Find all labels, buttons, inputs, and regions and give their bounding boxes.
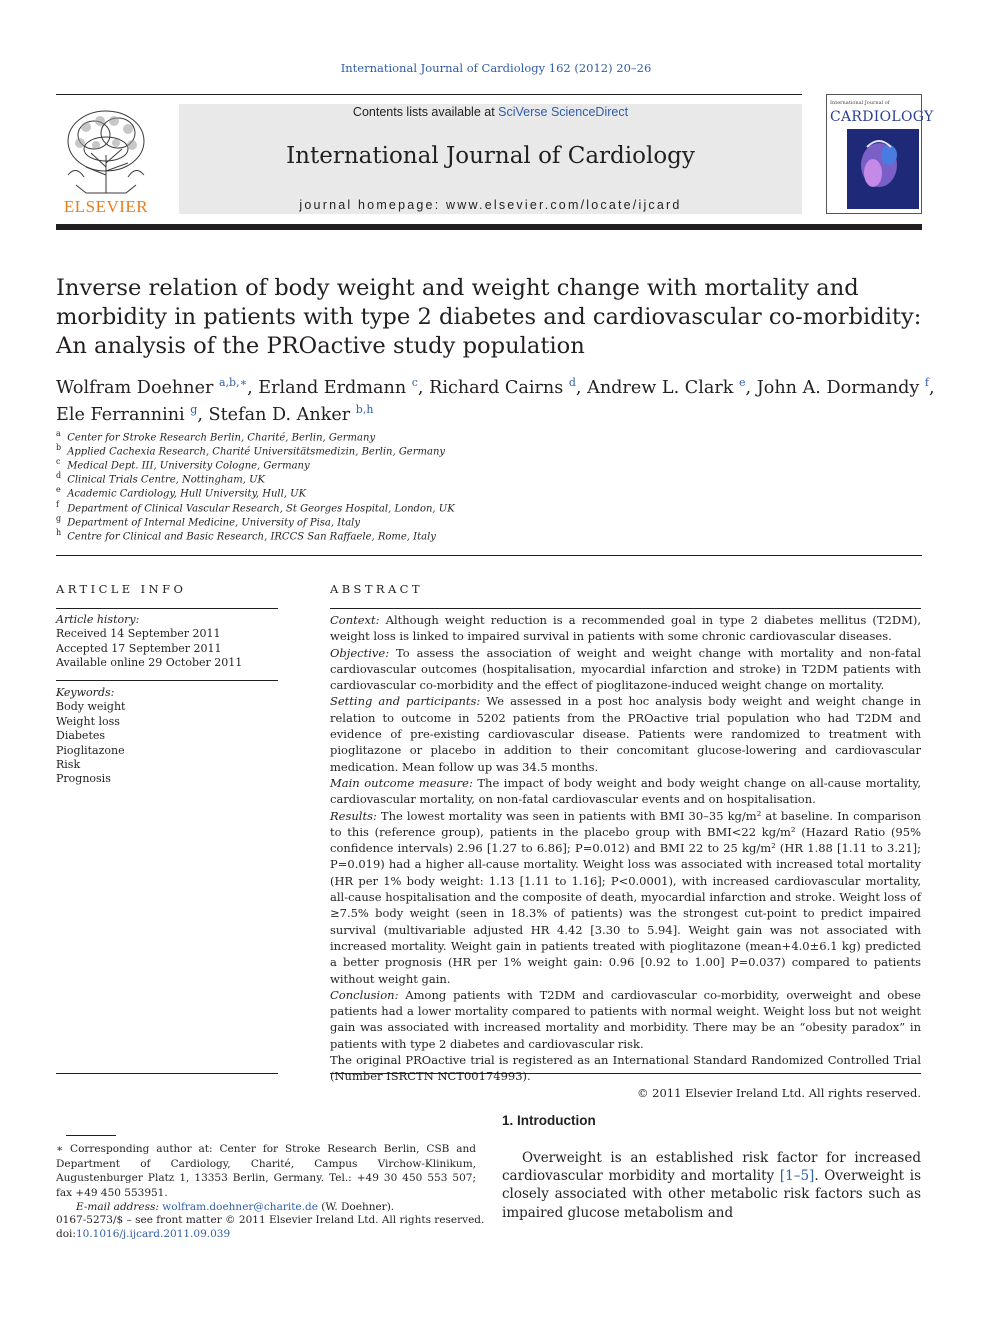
author[interactable]: Erland Erdmann	[258, 377, 407, 398]
affiliation-mark: g	[56, 514, 62, 523]
author-affiliation-mark[interactable]: f	[924, 376, 929, 389]
affiliation-text: Department of Internal Medicine, University of Pisa, Italy	[67, 517, 361, 529]
introduction-paragraph	[502, 1149, 921, 1222]
corresponding-author-note	[56, 1142, 476, 1215]
keyword: Body weight	[56, 700, 126, 714]
article-history	[56, 613, 278, 671]
divider	[56, 555, 922, 556]
author-affiliation-mark[interactable]: a,b,∗	[218, 376, 248, 389]
journal-citation[interactable]: International Journal of Cardiology 162 (2012) 20–26	[340, 61, 652, 75]
author-affiliation-mark[interactable]: e	[739, 376, 746, 389]
article-info-heading: ARTICLE INFO	[56, 582, 187, 596]
header-thick-rule	[56, 224, 922, 230]
abstract-conclusion	[330, 987, 921, 1052]
affiliation-mark: c	[56, 457, 61, 466]
email-suffix: (W. Doehner).	[317, 1201, 395, 1213]
history-label: Article history:	[56, 613, 140, 626]
author-affiliation-mark[interactable]: c	[411, 376, 418, 389]
cover-title: CARDIOLOGY	[830, 109, 934, 125]
affiliation-mark: a	[56, 429, 61, 438]
article-title: Inverse relation of body weight and weight change with mortality and morbidity in patients with type 2 diabetes and cardiovascular co-morbidity: An analysis of the PROactive study population	[56, 275, 922, 359]
cover-subtitle: International Journal of	[830, 100, 890, 106]
journal-cover	[826, 94, 934, 214]
author[interactable]: John A. Dormandy	[756, 377, 920, 398]
elsevier-logo	[56, 105, 156, 215]
keywords	[56, 686, 278, 787]
divider	[56, 680, 278, 681]
divider	[330, 608, 921, 609]
divider	[56, 1073, 278, 1074]
context-label: Context:	[330, 613, 380, 627]
conclusion-label: Conclusion:	[330, 987, 399, 1002]
corresponding-text: ∗ Corresponding author at: Center for Stroke Research Berlin, CSB and Department of Cardiology, Charité, Campus Virchow-Klinikum, Augustenburger Platz 1, 13353 Berlin, Germany. Tel.: +49 30 450 553 507; fax +49 450 553951.	[56, 1143, 476, 1199]
reference-link[interactable]: [1–5]	[779, 1168, 815, 1185]
author-affiliation-mark[interactable]: d	[568, 376, 576, 389]
doi-line	[56, 1227, 496, 1242]
received-date: Received 14 September 2011	[56, 627, 221, 641]
affiliation-mark: e	[56, 485, 61, 494]
keywords-label: Keywords:	[56, 686, 115, 699]
keyword: Weight loss	[56, 714, 120, 728]
author-affiliation-mark[interactable]: g	[190, 402, 198, 416]
author[interactable]: Ele Ferrannini	[56, 404, 185, 425]
affiliation	[56, 526, 656, 544]
intro-text: Overweight is an established risk factor for increased cardiovascular morbidity and mortality	[502, 1150, 921, 1185]
conclusion-text: Among patients with T2DM and cardiovascular co-morbidity, overweight and obese patients had a lower mortality compared to patients with normal weight. Weight loss but not weight gain was associated with increased mortality and morbidity. There may be an “obesity paradox” in patients with type 2 diabetes and cardiovascular risk.	[330, 987, 921, 1051]
author-affiliation-mark[interactable]: b,h	[355, 402, 374, 416]
header-rule	[56, 94, 802, 95]
doi-label: doi:	[56, 1228, 76, 1240]
affiliation-mark: h	[56, 528, 62, 537]
objective-text: To assess the association of weight and weight change with mortality and non-fatal cardiovascular outcomes (hospitalisation, myocardial infarction and stroke) in T2DM patients with cardiovascular co-morbidity and the effect of pioglitazone-induced weight change on mortality.	[330, 645, 921, 693]
affiliation-text: Center for Stroke Research Berlin, Charité, Berlin, Germany	[67, 432, 376, 444]
contents-prefix: Contents lists available at	[352, 105, 499, 119]
keyword: Pioglitazone	[56, 743, 125, 757]
keyword: Prognosis	[56, 772, 111, 786]
doi-link[interactable]: 10.1016/j.ijcard.2011.09.039	[75, 1228, 231, 1240]
affiliation-text: Academic Cardiology, Hull University, Hull, UK	[67, 488, 307, 500]
setting-text: We assessed in a post hoc analysis body weight and weight change in relation to outcome in 5202 patients from the PROactive trial population who had T2DM and evidence of pre-existing cardiovascular disease. Patients were randomized to treatment with pioglitazone or placebo in addition to their concomitant glucose-lowering and cardiovascular medication. Mean follow up was 34.5 months.	[330, 694, 921, 774]
abstract-results	[330, 808, 921, 987]
author[interactable]: Andrew L. Clark	[587, 377, 734, 398]
accepted-date: Accepted 17 September 2011	[56, 641, 222, 655]
abstract-body	[330, 612, 921, 1101]
outcome-text: The impact of body weight and body weight change on all-cause mortality, cardiovascular mortality, on non-fatal cardiovascular events and on hospitalisation.	[330, 775, 921, 807]
abstract-copyright: © 2011 Elsevier Ireland Ltd. All rights reserved.	[637, 1085, 921, 1100]
footnote-rule	[66, 1135, 116, 1136]
objective-label: Objective:	[330, 645, 390, 660]
affiliation-text: Centre for Clinical and Basic Research, IRCCS San Raffaele, Rome, Italy	[67, 531, 436, 543]
affiliation-mark: d	[56, 471, 62, 480]
keyword: Risk	[56, 758, 81, 772]
abstract-setting	[330, 693, 921, 774]
affiliation-text: Applied Cachexia Research, Charité Universitätsmedizin, Berlin, Germany	[67, 446, 446, 458]
abstract-objective	[330, 645, 921, 694]
results-label: Results:	[330, 808, 377, 823]
journal-homepage[interactable]: journal homepage: www.elsevier.com/locate/ijcard	[299, 198, 682, 212]
setting-label: Setting and participants:	[330, 694, 481, 709]
affiliation-text: Clinical Trials Centre, Nottingham, UK	[67, 474, 266, 486]
author[interactable]: Stefan D. Anker	[208, 404, 351, 425]
context-text: Although weight reduction is a recommended goal in type 2 diabetes mellitus (T2DM), weight loss is linked to impaired survival in patients with some chronic cardiovascular diseases.	[330, 613, 921, 644]
abstract-heading: ABSTRACT	[330, 582, 423, 596]
author[interactable]: Wolfram Doehner	[56, 377, 214, 398]
journal-title: International Journal of Cardiology	[286, 143, 695, 169]
email-link[interactable]: wolfram.doehner@charite.de	[162, 1201, 318, 1213]
online-date: Available online 29 October 2011	[56, 656, 243, 670]
divider	[56, 608, 278, 609]
outcome-label: Main outcome measure:	[330, 775, 473, 790]
abstract-context	[330, 612, 921, 645]
introduction-heading: 1. Introduction	[502, 1113, 596, 1128]
results-text: The lowest mortality was seen in patients with BMI 30–35 kg/m² at baseline. In comparison to this (reference group), patients in the placebo group with BMI<22 kg/m² (Hazard Ratio (95% confidence intervals) 2.96 [1.27 to 6.86]; P=0.012) and BMI 22 to 25 kg/m² (HR 1.88 [1.11 to 3.21]; P=0.019) had a higher all-cause mortality. Weight loss was associated with increased total mortality (HR per 1% body weight: 1.13 [1.11 to 1.16]; P<0.0001), with increased cardiovascular mortality, all-cause hospitalisation and the composite of death, myocardial infarction and stroke. Weight loss of ≥7.5% body weight (seen in 18.3% of patients) was the strongest cut-point to predict impaired survival (multivariable adjusted HR 4.42 [3.30 to 5.94]. Weight gain was not associated with increased mortality. Weight gain in patients treated with pioglitazone (mean+4.0±6.1 kg) predicted a better prognosis (HR per 1% weight gain: 0.96 [0.92 to 1.00] P=0.037) compared to patients without weight gain.	[330, 808, 921, 986]
issn-line: 0167-5273/$ – see front matter © 2011 Elsevier Ireland Ltd. All rights reserved.	[56, 1214, 485, 1226]
email-label: E-mail address:	[76, 1201, 163, 1213]
divider	[330, 1073, 921, 1074]
contents-line	[179, 105, 802, 119]
author[interactable]: Richard Cairns	[429, 377, 564, 398]
affiliation-text: Medical Dept. III, University Cologne, Germany	[67, 460, 310, 472]
author-list: Wolfram Doehner $^{a,b,∗}$, Erland Erdmann $^c$, Richard Cairns $^d$, Andrew L. Clark $^e$, John A. Dormandy $^f$, Ele Ferrannini $^g$, Stefan D. Anker $^{b,h}$	[56, 376, 935, 425]
affiliation-mark: b	[56, 443, 62, 452]
abstract-outcome	[330, 775, 921, 808]
keyword: Diabetes	[56, 729, 106, 743]
abstract-registration: The original PROactive trial is registered as an International Standard Randomized Controlled Trial (Number ISRCTN NCT00174993).	[330, 1053, 921, 1084]
affiliation-text: Department of Clinical Vascular Research, St Georges Hospital, London, UK	[67, 503, 455, 515]
intro-text: . Overweight is closely associated with other metabolic risk factors such as impaired glucose metabolism and	[502, 1168, 921, 1221]
affiliation-mark: f	[56, 500, 59, 509]
sciencedirect-link[interactable]: SciVerse ScienceDirect	[498, 105, 629, 119]
elsevier-wordmark: ELSEVIER	[63, 197, 149, 216]
cover-heart-image	[827, 95, 921, 213]
